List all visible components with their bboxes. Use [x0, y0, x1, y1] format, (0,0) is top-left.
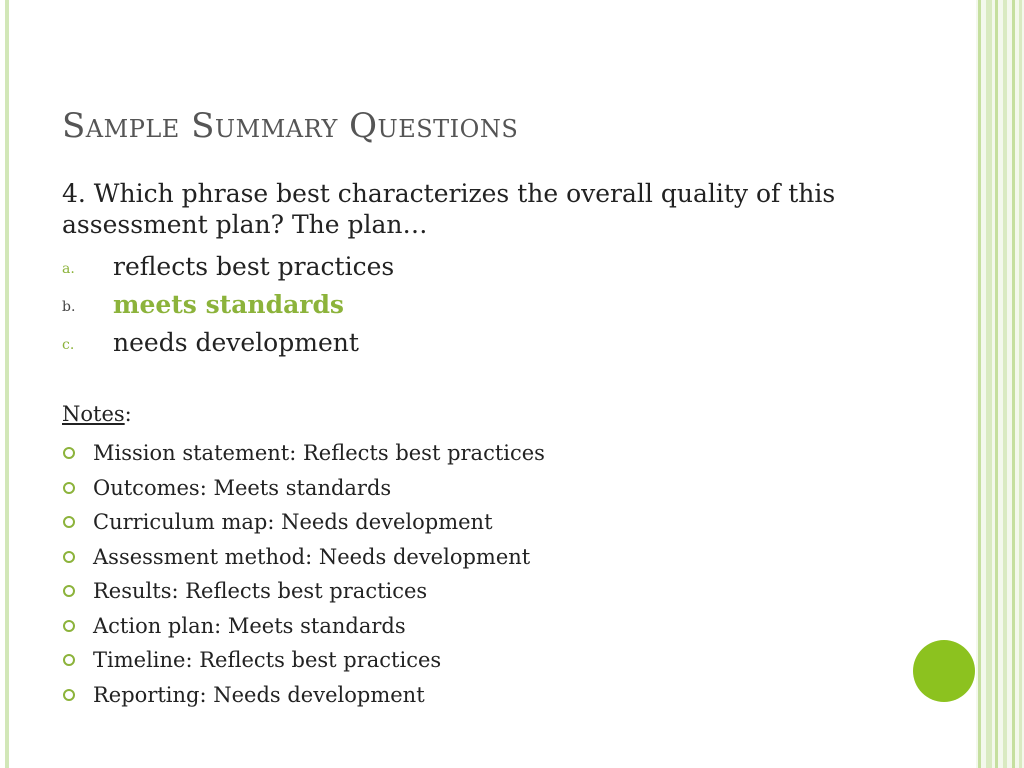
option-letter: c. [62, 337, 75, 353]
option-text: meets standards [113, 289, 344, 319]
note-text: Assessment method: Needs development [93, 544, 531, 569]
slide-title: Sample Summary Questions [62, 106, 519, 146]
hollow-circle-bullet-icon [63, 654, 75, 666]
left-border-rule [5, 0, 9, 768]
hollow-circle-bullet-icon [63, 516, 75, 528]
right-stripe [978, 0, 981, 768]
right-stripe [995, 0, 998, 768]
notes-heading [62, 402, 132, 426]
note-text: Reporting: Needs development [93, 682, 425, 707]
list-item [62, 678, 545, 713]
list-item [62, 540, 545, 575]
note-text: Results: Reflects best practices [93, 579, 428, 604]
list-item [62, 471, 545, 506]
notes-list [62, 436, 545, 712]
hollow-circle-bullet-icon [63, 482, 75, 494]
option-letter: a. [62, 261, 75, 277]
hollow-circle-bullet-icon [63, 585, 75, 597]
right-decorative-band [976, 0, 1024, 768]
note-text: Timeline: Reflects best practices [93, 648, 442, 673]
option-text: needs development [113, 327, 359, 357]
list-item [62, 574, 545, 609]
hollow-circle-bullet-icon [63, 447, 75, 459]
right-stripe [1019, 0, 1022, 768]
green-circle-icon [913, 640, 975, 702]
answer-options [62, 247, 394, 361]
option-c [62, 323, 394, 361]
note-text: Curriculum map: Needs development [93, 510, 493, 535]
list-item [62, 643, 545, 678]
note-text: Mission statement: Reflects best practices [93, 441, 545, 466]
note-text: Outcomes: Meets standards [93, 475, 392, 500]
list-item [62, 436, 545, 471]
notes-label: Notes [62, 402, 125, 426]
note-text: Action plan: Meets standards [93, 613, 406, 638]
option-letter: b. [62, 299, 76, 315]
option-b-selected [62, 285, 394, 323]
notes-colon: : [124, 402, 132, 426]
right-stripe [986, 0, 992, 768]
right-stripe [1012, 0, 1015, 768]
option-a [62, 247, 394, 285]
list-item [62, 609, 545, 644]
option-text: reflects best practices [113, 251, 395, 281]
hollow-circle-bullet-icon [63, 689, 75, 701]
hollow-circle-bullet-icon [63, 551, 75, 563]
list-item [62, 505, 545, 540]
hollow-circle-bullet-icon [63, 620, 75, 632]
question-text: 4. Which phrase best characterizes the overall quality of this assessment plan? The plan… [62, 179, 836, 239]
right-stripe [1003, 0, 1007, 768]
